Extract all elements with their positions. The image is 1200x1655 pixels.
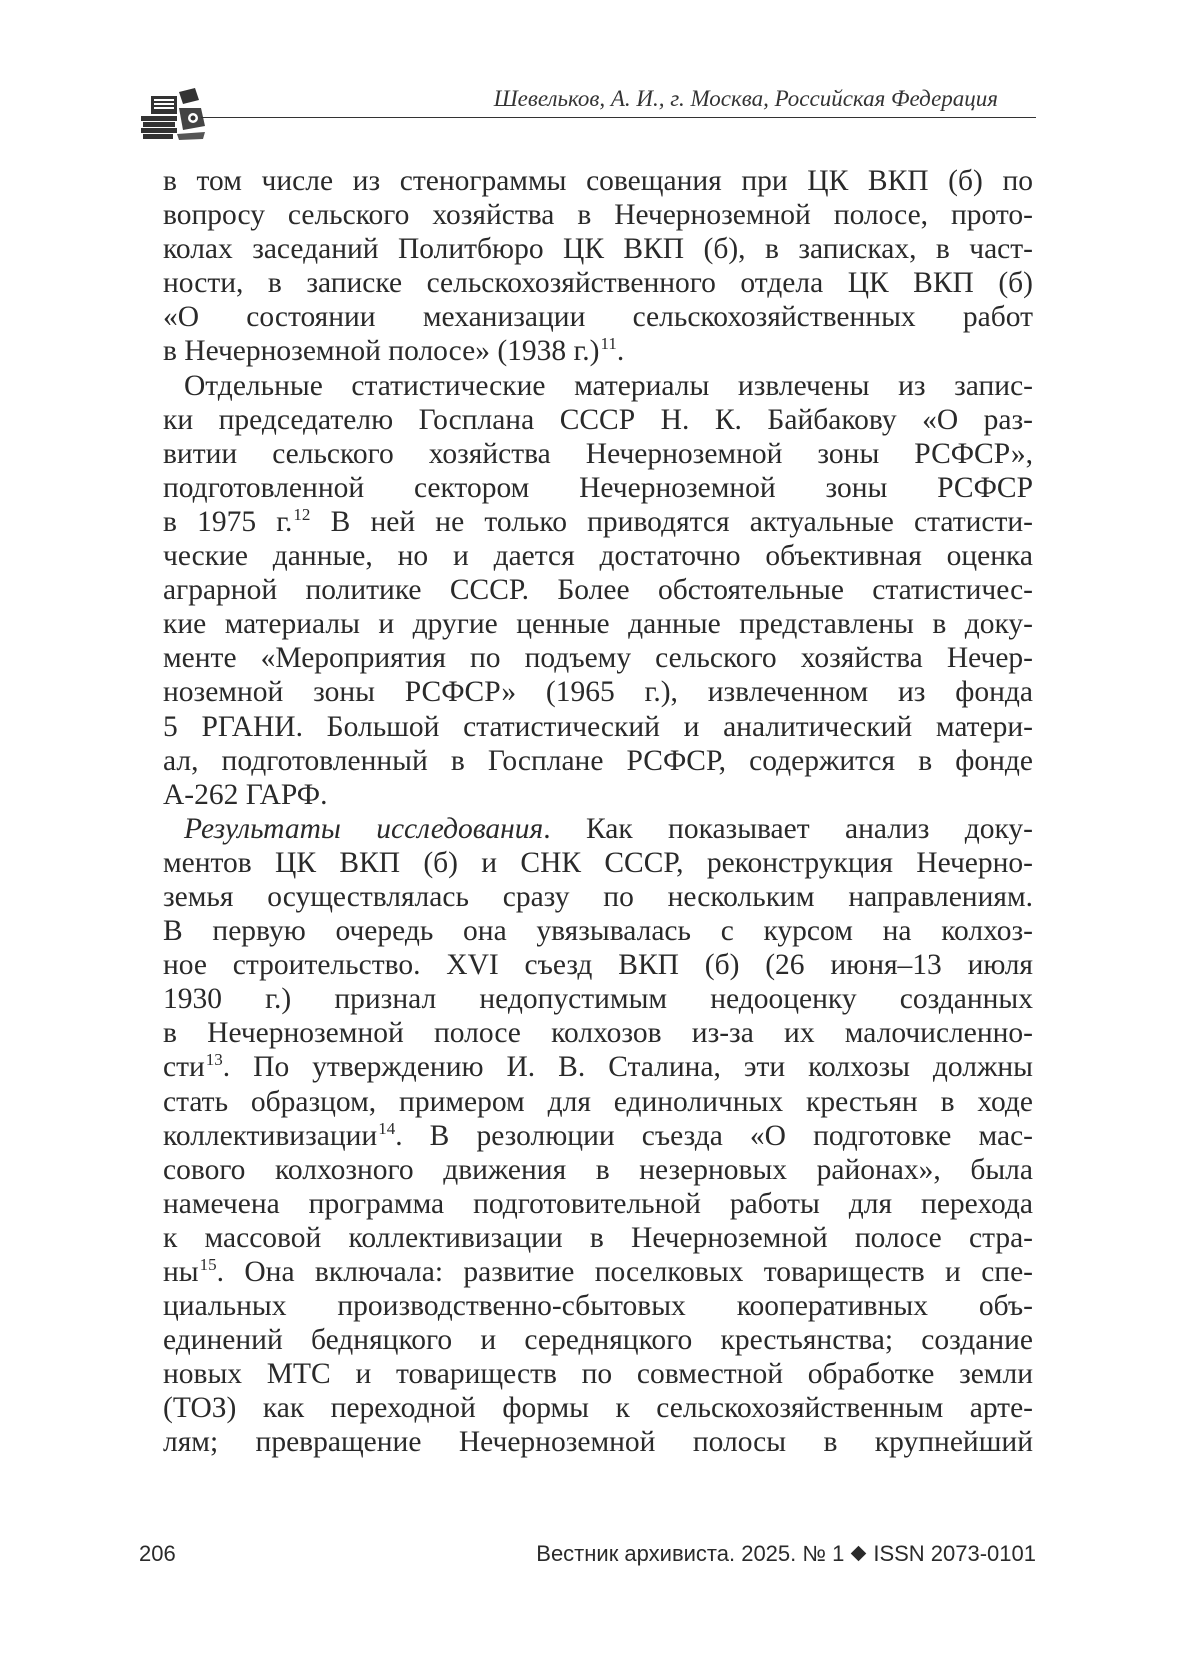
text-line: ноземной зоны РСФСР» (1965 г.), извлеченном из фонда: [163, 676, 1033, 709]
text-line: лям; превращение Нечерноземной полосы в крупнейший: [163, 1426, 1033, 1459]
text-line: кие материалы и другие ценные данные представлены в доку-: [163, 608, 1033, 641]
text-line: [163, 1255, 1033, 1289]
article-body: [163, 164, 1033, 1460]
page-header: [139, 80, 1036, 142]
text-line: [163, 1050, 1033, 1084]
text-line: 5 РГАНИ. Большой статистический и аналитический матери-: [163, 710, 1033, 743]
footnote-ref: 13: [205, 1050, 223, 1070]
text-line: сового колхозного движения в незерновых районах», была: [163, 1153, 1033, 1186]
header-rule: [201, 117, 1036, 118]
text-fragment: ны: [163, 1256, 199, 1288]
issn: ISSN 2073-0101: [873, 1541, 1036, 1566]
text-line: в Нечерноземной полосе колхозов из-за их малочисленно-: [163, 1017, 1033, 1050]
journal-info: [536, 1541, 1036, 1567]
text-line: [163, 812, 1033, 846]
section-label: Результаты исследования: [184, 812, 544, 845]
footnote-ref: 14: [378, 1118, 396, 1138]
text-fragment: .: [616, 335, 625, 368]
text-line: циальных производственно-сбытовых кооперативных объ-: [163, 1290, 1033, 1323]
text-line: ности, в записке сельскохозяйственного отдела ЦК ВКП (б): [163, 267, 1033, 300]
text-line: в том числе из стенограммы совещания при ЦК ВКП (б) по: [163, 165, 1033, 197]
text-line: [163, 334, 1033, 368]
text-line: ки председателю Госплана СССР Н. К. Байбакову «О раз-: [163, 403, 1033, 436]
text-line: аграрной политике СССР. Более обстоятельные статистичес-: [163, 574, 1033, 607]
footnote-ref: 11: [600, 334, 617, 354]
text-fragment: сти: [163, 1051, 205, 1084]
text-line: земья осуществлялась сразу по нескольким направлениям.: [163, 880, 1033, 913]
text-line: 1930 г.) признал недопустимым недооценку созданных: [163, 983, 1033, 1016]
footnote-ref: 12: [293, 504, 311, 524]
text-line: ческие данные, но и дается достаточно объективная оценка: [163, 540, 1033, 573]
text-line: колах заседаний Политбюро ЦК ВКП (б), в записках, в част-: [163, 233, 1033, 266]
text-fragment: В ней не только приводятся актуальные статисти-: [310, 505, 1033, 538]
text-line: В первую очередь она увязывалась с курсом на колхоз-: [163, 915, 1033, 948]
text-line: единений бедняцкого и середняцкого крестьянства; создание: [163, 1324, 1033, 1357]
page-number: 206: [139, 1541, 176, 1566]
text-line: к массовой коллективизации в Нечерноземной полосе стра-: [163, 1221, 1033, 1254]
text-line: ное строительство. XVI съезд ВКП (б) (26 июня–13 июля: [163, 949, 1033, 982]
text-line: ментов ЦК ВКП (б) и СНК СССР, реконструкция Нечерно-: [163, 846, 1033, 879]
text-line: витии сельского хозяйства Нечерноземной зоны РСФСР»,: [163, 437, 1033, 470]
text-fragment: в Нечерноземной полосе» (1938 г.): [163, 335, 600, 368]
journal-title: Вестник архивиста. 2025. № 1: [536, 1541, 845, 1566]
text-fragment: в 1975 г.: [163, 505, 293, 538]
text-line: [163, 505, 1033, 539]
footnote-ref: 15: [199, 1255, 217, 1274]
text-line: «О состоянии механизации сельскохозяйственных работ: [163, 301, 1033, 334]
text-line: ал, подготовленный в Госплане РСФСР, содержится в фонде: [163, 744, 1033, 777]
text-line: [163, 1119, 1033, 1153]
text-fragment: . Она включала: развитие поселковых товариществ и спе-: [216, 1256, 1033, 1288]
text-fragment: . В резолюции съезда «О подготовке мас-: [395, 1119, 1033, 1152]
text-fragment: коллективизации: [163, 1119, 378, 1152]
text-line: (ТОЗ) как переходной формы к сельскохозяйственным арте-: [163, 1392, 1033, 1425]
text-fragment: . По утверждению И. В. Сталина, эти колхозы должны: [222, 1051, 1033, 1084]
running-head: Шевельков, А. И., г. Москва, Российская Федерация: [493, 86, 998, 111]
text-line: намечена программа подготовительной работы для перехода: [163, 1187, 1033, 1220]
text-line: А-262 ГАРФ.: [163, 778, 328, 811]
text-line: стать образцом, примером для единоличных крестьян в ходе: [163, 1085, 1033, 1118]
text-fragment: . Как показывает анализ доку-: [543, 812, 1033, 845]
diamond-icon: [851, 1546, 867, 1562]
text-line: Отдельные статистические материалы извлечены из запис-: [184, 369, 1033, 402]
text-line: подготовленной сектором Нечерноземной зоны РСФСР: [163, 471, 1033, 504]
journal-logo-icon: [139, 86, 209, 142]
text-line: менте «Мероприятия по подъему сельского хозяйства Нечер-: [163, 642, 1033, 675]
text-line: новых МТС и товариществ по совместной обработке земли: [163, 1358, 1033, 1391]
text-line: вопросу сельского хозяйства в Нечерноземной полосе, прото-: [163, 199, 1033, 232]
